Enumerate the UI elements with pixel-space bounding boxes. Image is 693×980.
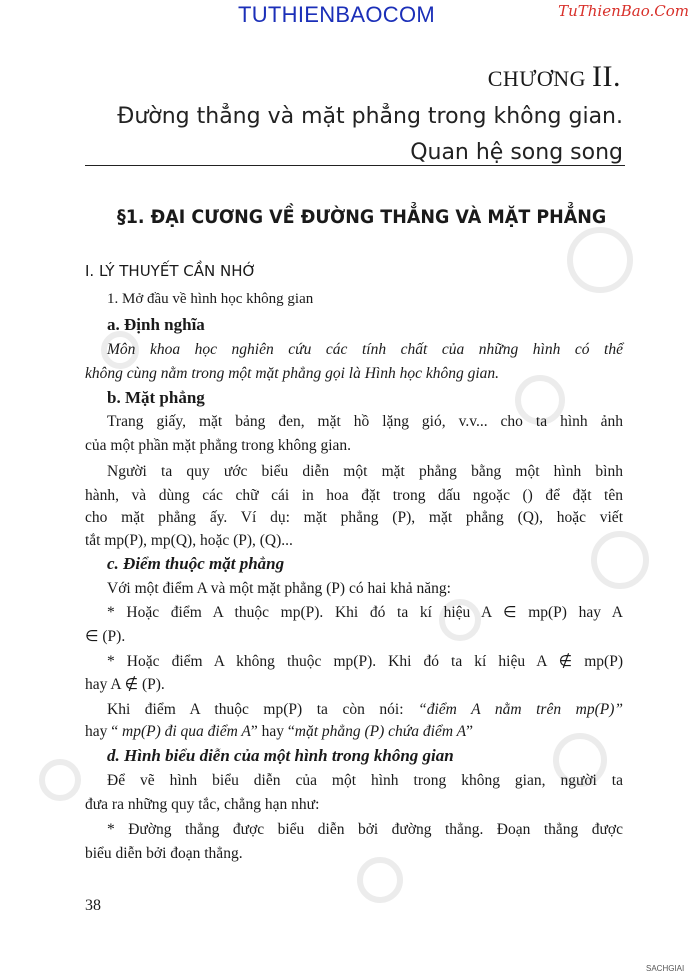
- heading-d: d. Hình biểu diễn của một hình trong không gian: [107, 746, 454, 765]
- c-intro: Với một điểm A và một mặt phẳng (P) có hai khả năng:: [107, 580, 451, 597]
- b-p2-line2: hành, và dùng các chữ cái in hoa đặt trong dấu ngoặc () để đặt tên: [85, 487, 623, 504]
- heading-a: a. Định nghĩa: [107, 315, 205, 334]
- c-para-line2-e: ”: [466, 723, 473, 740]
- c-bullet1-line1: * Hoặc điểm A thuộc mp(P). Khi đó ta kí hiệu A ∈ mp(P) hay A: [107, 604, 623, 621]
- chapter-heading: [488, 60, 621, 94]
- chapter-label: CHƯƠNG: [487, 66, 587, 91]
- site-header: TUTHIENBAOCOM: [238, 2, 436, 27]
- definition-line2: không cùng nằm trong một mặt phẳng gọi là Hình học không gian.: [85, 365, 500, 382]
- footer-logo: SACHGIAI: [646, 964, 685, 973]
- chapter-divider: [85, 165, 625, 166]
- c-para-line1-text: Khi điểm A thuộc mp(P) ta còn nói:: [107, 701, 419, 718]
- heading-b: b. Mặt phẳng: [107, 388, 205, 407]
- c-bullet1-line2: ∈ (P).: [85, 628, 126, 645]
- page-number: 38: [85, 897, 101, 914]
- d-line4: biểu diễn bởi đoạn thẳng.: [85, 845, 243, 862]
- b-p1-line1: Trang giấy, mặt bảng đen, mặt hồ lặng gió, v.v... cho ta hình ảnh: [107, 413, 623, 430]
- d-line1: Để vẽ hình biểu diễn của một hình trong không gian, người ta: [107, 772, 623, 789]
- definition-line1: Môn khoa học nghiên cứu các tính chất của những hình có thể: [107, 341, 623, 358]
- b-p1-line2: của một phần mặt phẳng trong không gian.: [85, 437, 352, 454]
- chapter-title-line1: Đường thẳng và mặt phẳng trong không gian.: [117, 104, 623, 129]
- c-para-line2: [85, 722, 623, 742]
- section-title: §1. ĐẠI CƯƠNG VỀ ĐƯỜNG THẲNG VÀ MẶT PHẲNG: [117, 206, 607, 228]
- b-p2-line1: Người ta quy ước biểu diễn một mặt phẳng bằng một hình bình: [107, 463, 623, 480]
- b-p2-line3: cho mặt phẳng ấy. Ví dụ: mặt phẳng (P), mặt phẳng (Q), hoặc viết: [85, 509, 623, 526]
- c-para-quote2: mp(P) đi qua điểm A: [122, 723, 251, 740]
- subsection-title: 1. Mở đầu về hình học không gian: [107, 291, 314, 307]
- c-para-line2-c: ” hay “: [250, 723, 295, 740]
- c-bullet2-line1: * Hoặc điểm A không thuộc mp(P). Khi đó ta kí hiệu A ∉ mp(P): [107, 653, 623, 670]
- chapter-title-line2: Quan hệ song song: [410, 140, 623, 165]
- part-title: I. LÝ THUYẾT CẦN NHỚ: [85, 262, 257, 280]
- heading-c: c. Điểm thuộc mặt phẳng: [107, 554, 285, 573]
- d-line3: * Đường thẳng được biểu diễn bởi đường thẳng. Đoạn thẳng được: [107, 821, 623, 838]
- c-para-quote1: “điểm A nằm trên mp(P)”: [418, 701, 623, 718]
- chapter-number: II.: [592, 60, 621, 93]
- c-para-line1: [107, 700, 623, 720]
- c-para-quote3: mặt phẳng (P) chứa điểm A: [294, 723, 467, 740]
- site-logo: TuThienBao.Com: [558, 2, 689, 20]
- c-para-line2-a: hay “: [85, 723, 123, 740]
- b-p2-line4: tắt mp(P), mp(Q), hoặc (P), (Q)...: [85, 532, 293, 549]
- d-line2: đưa ra những quy tắc, chẳng hạn như:: [85, 796, 320, 813]
- c-bullet2-line2: hay A ∉ (P).: [85, 676, 165, 693]
